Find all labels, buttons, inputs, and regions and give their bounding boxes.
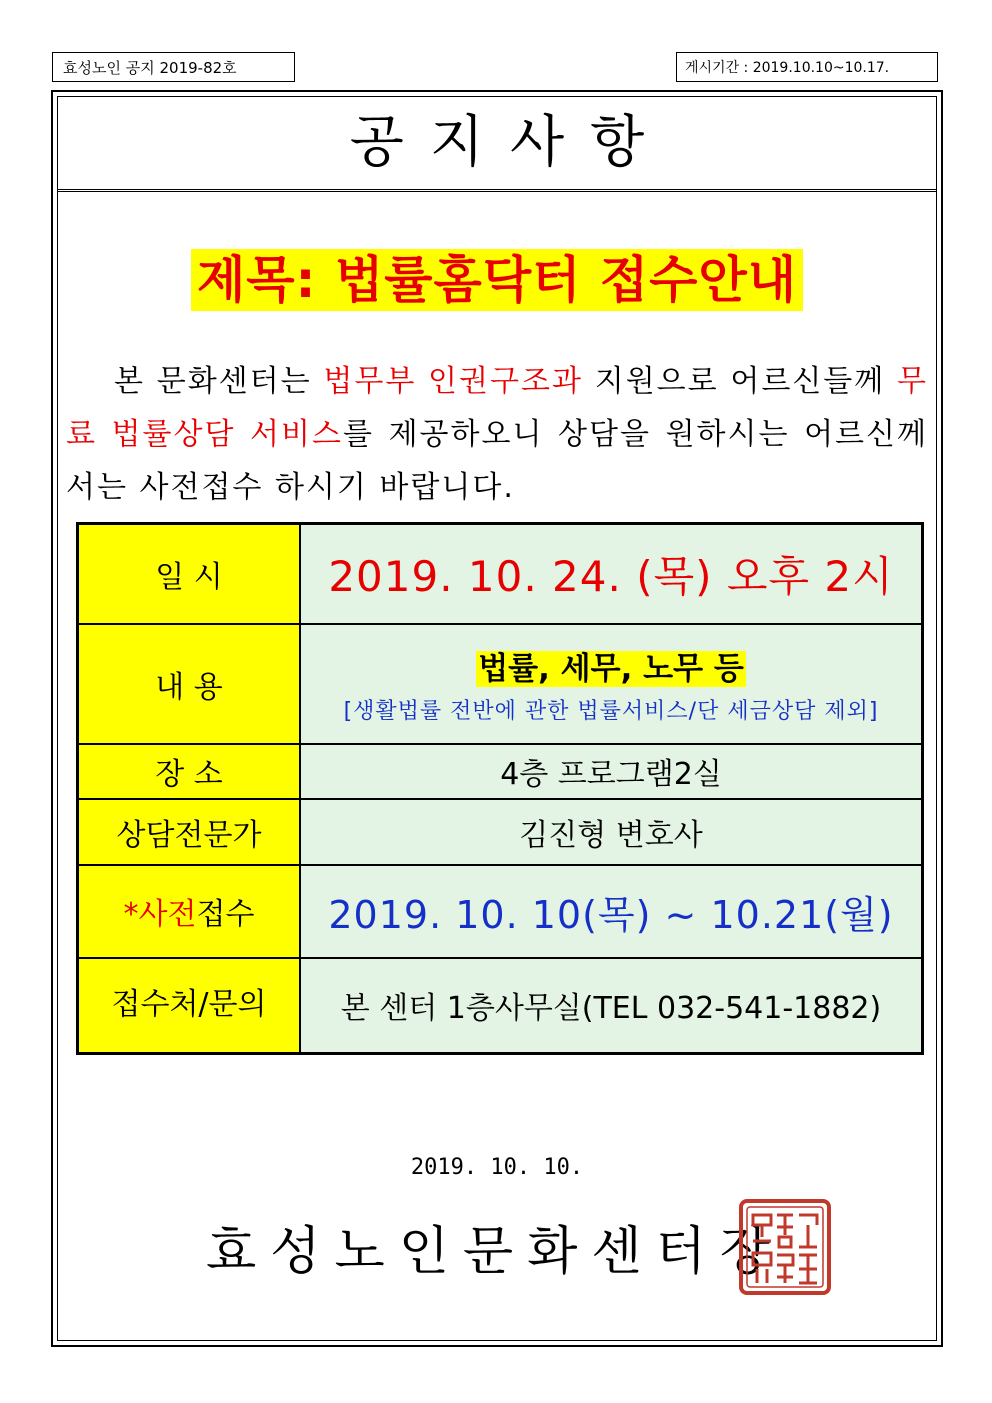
body-highlight-ministry: 법무부 인권구조과 xyxy=(323,364,583,399)
content-value: 법률, 세무, 노무 등 xyxy=(478,650,744,687)
content-value-cell xyxy=(300,624,923,744)
place-label: 장 소 xyxy=(78,744,301,799)
date-value-cell xyxy=(300,524,923,624)
content-note: [생활법률 전반에 관한 법률서비스/단 세금상담 제외] xyxy=(343,698,879,724)
subject-heading: 제목: 법률홈닥터 접수안내 xyxy=(191,249,803,311)
body-text-2: 지원으로 어르신들께 xyxy=(582,364,898,399)
signature: 효성노인문화센터장 xyxy=(206,1222,785,1282)
body-highlight-service: 무료 법률상담 서비스 xyxy=(66,364,928,452)
posting-period: 게시기간 : 2019.10.10~10.17. xyxy=(676,52,938,82)
title-row xyxy=(58,97,936,192)
body-text-3: 를 제공하오니 상담을 원하시는 어르신께서는 사전접수 하시기 바랍니다. xyxy=(66,417,928,505)
table-row-prereg xyxy=(78,865,923,958)
prereg-value-cell xyxy=(300,865,923,958)
notice-number: 효성노인 공지 2019-82호 xyxy=(52,52,295,82)
prereg-label xyxy=(78,865,301,958)
body-paragraph xyxy=(66,355,928,514)
table-row-expert xyxy=(78,799,923,865)
info-table xyxy=(76,522,924,1055)
page-title: 공지사항 xyxy=(349,110,671,175)
table-row-content xyxy=(78,624,923,744)
notice-inner-frame xyxy=(57,96,937,1341)
date-value: 2019. 10. 24. (목) 오후 2시 xyxy=(328,551,894,601)
subject-wrap xyxy=(58,249,936,311)
prereg-label-mark: *사전 xyxy=(123,897,197,932)
prereg-value: 2019. 10. 10(목) ~ 10.21(월) xyxy=(328,892,894,937)
date-label: 일 시 xyxy=(78,524,301,624)
table-row-contact xyxy=(78,958,923,1054)
table-row-date xyxy=(78,524,923,624)
notice-date: 2019. 10. 10. xyxy=(410,1155,584,1180)
contact-label: 접수처/문의 xyxy=(78,958,301,1054)
expert-label: 상담전문가 xyxy=(78,799,301,865)
table-row-place xyxy=(78,744,923,799)
contact-value: 본 센터 1층사무실(TEL 032-541-1882) xyxy=(300,958,923,1054)
place-value: 4층 프로그램2실 xyxy=(300,744,923,799)
notice-frame xyxy=(51,90,943,1347)
content-label: 내 용 xyxy=(78,624,301,744)
expert-value: 김진형 변호사 xyxy=(300,799,923,865)
prereg-label-rest: 접수 xyxy=(196,897,255,932)
official-seal-icon xyxy=(737,1197,833,1297)
body-text-1: 본 문화센터는 xyxy=(114,364,324,399)
